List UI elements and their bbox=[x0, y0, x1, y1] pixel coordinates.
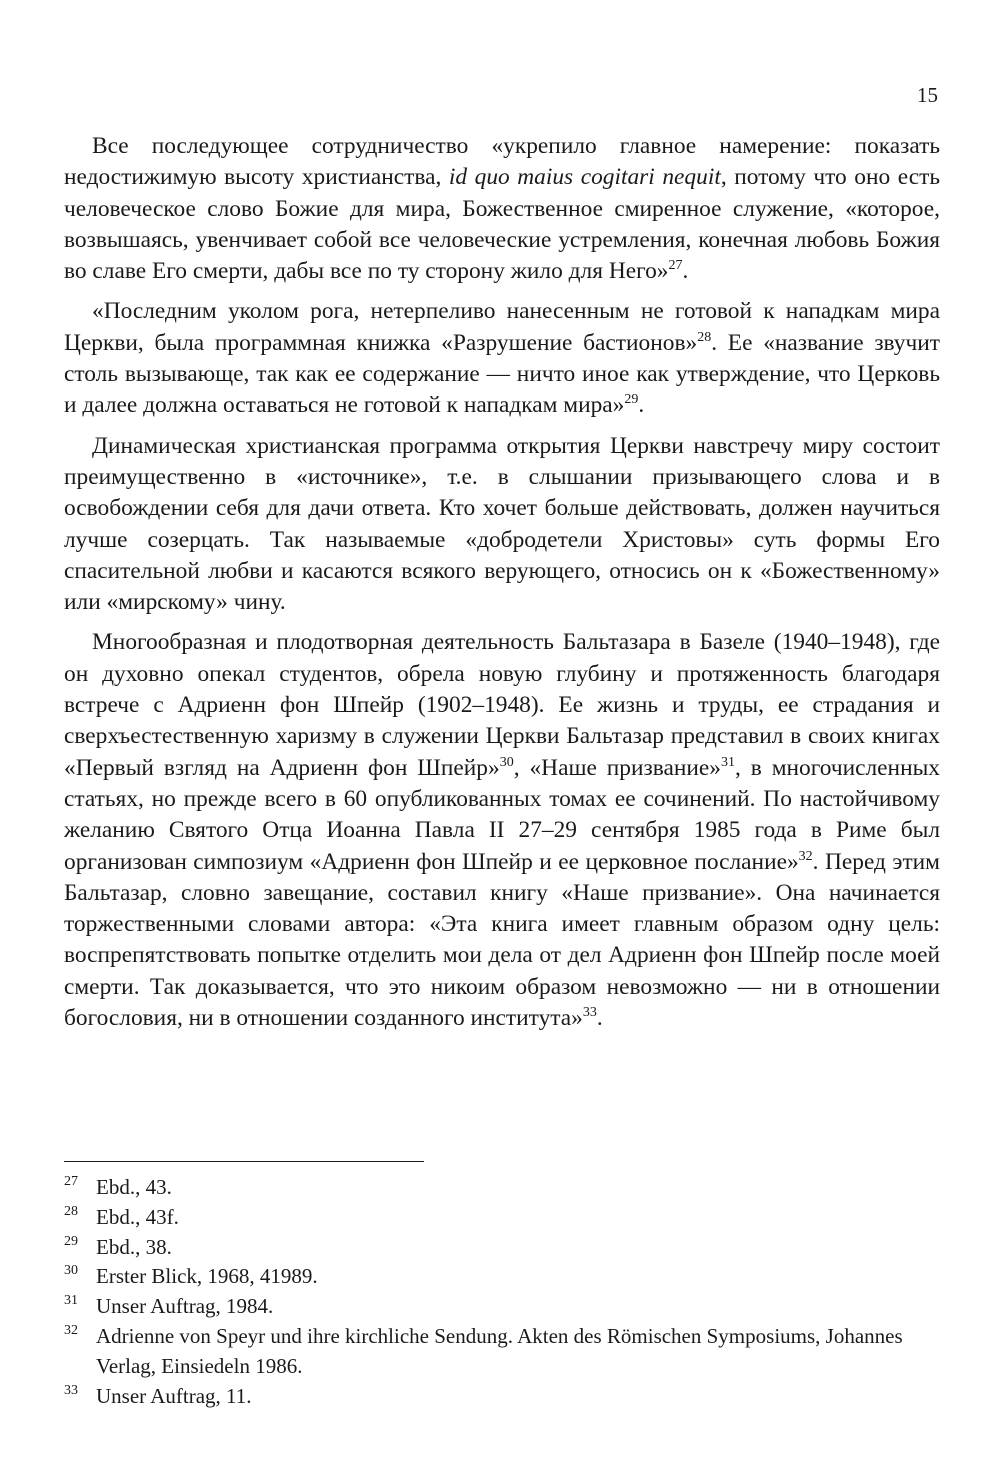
footnote-ref-28[interactable]: 28 bbox=[697, 329, 712, 345]
footnote-ref-29[interactable]: 29 bbox=[624, 392, 639, 408]
footnote-number: 30 bbox=[64, 1263, 78, 1279]
text-run: . bbox=[682, 258, 689, 285]
footnote-30 bbox=[64, 1262, 940, 1292]
footnote-ref-30[interactable]: 30 bbox=[499, 754, 514, 770]
paragraph-3: Динамическая христианская программа открытия Церкви навстречу миру состоит преимущественно в «источнике», т.е. в слышании призывающего слова и в освобождении себя для дачи ответа. Кто хочет больше действовать, должен научиться лучше созерцать. Так называемые «добродетели Христовы» суть формы Его спасительной любви и касаются всякого верующего, относись он к «Божественному» или «мирскому» чину. bbox=[64, 432, 940, 616]
paragraph-2 bbox=[64, 296, 940, 421]
footnote-number: 32 bbox=[64, 1322, 78, 1338]
footnote-text: Ebd., 43. bbox=[96, 1175, 172, 1199]
text-run: . Ее «название звучит столь вызывающе, так как ее содержание — ничто иное как утверждение, что Церковь и далее должна оставаться не готовой к нападкам мира» bbox=[64, 329, 940, 419]
footnote-number: 28 bbox=[64, 1203, 78, 1219]
text-run: Многообразная и плодотворная деятельность Бальтазара в Базеле (1940–1948), где он духовно опекал студентов, обрела новую глубину и протяженность благодаря встрече с Адриенн фон Шпейр (1902–1948). Ее жизнь и труды, ее страдания и сверхъестественную харизму в служении Церкви Бальтазар представил в своих книгах «Первый взгляд на Адриенн фон Шпейр» bbox=[64, 629, 940, 781]
page-number: 15 bbox=[917, 83, 938, 107]
footnote-ref-32[interactable]: 32 bbox=[798, 848, 813, 864]
footnote-text: Unser Auftrag, 11. bbox=[96, 1383, 252, 1408]
text-run: «Последним уколом рога, нетерпеливо нанесенным не готовой к нападкам мира Церкви, была программная книжка «Разрушение бастионов» bbox=[64, 298, 940, 356]
footnote-33 bbox=[64, 1382, 940, 1412]
footnote-ref-31[interactable]: 31 bbox=[720, 754, 735, 770]
footnote-divider bbox=[64, 1161, 424, 1162]
text-run: Все последующее сотрудничество «укрепило главное намерение: показать недостижимую высоту христианства, bbox=[64, 133, 940, 191]
footnote-text: Unser Auftrag, 1984. bbox=[96, 1294, 274, 1319]
footnote-ref-27[interactable]: 27 bbox=[668, 258, 683, 274]
footnote-text: Ebd., 43f. bbox=[96, 1204, 179, 1229]
text-run: . bbox=[638, 392, 645, 419]
text-run: . Перед этим Бальтазар, словно завещание, составил книгу «Наше призвание». Она начинается торжественными словами автора: «Эта книга имеет главным образом одну цель: воспрепятствовать попытке отделить мои дела от дел Адриенн фон Шпейр после моей смерти. Так доказывается, что это никоим образом невозможно — ни в отношении богословия, ни в отношении созданного института» bbox=[64, 848, 940, 1032]
footnotes bbox=[64, 1173, 940, 1411]
footnote-text: Adrienne von Speyr und ihre kirchliche Sendung. Akten des Römischen Symposiums, Johannes Verlag, Einsiedeln 1986. bbox=[96, 1323, 903, 1378]
footnote-ref-33[interactable]: 33 bbox=[582, 1005, 597, 1021]
text-run: . bbox=[596, 1005, 603, 1032]
paragraph-1 bbox=[64, 131, 940, 287]
footnote-text: Ebd., 38. bbox=[96, 1234, 172, 1259]
footnote-28 bbox=[64, 1203, 940, 1233]
text-run: , потому что оно есть человеческое слово Божие для мира, Божественное смиренное служение, «которое, возвышаясь, увенчивает собой все человеческие устремления, конечная любовь Божия во славе Его смерти, дабы все по ту сторону жило для Него» bbox=[64, 164, 941, 285]
footnote-number: 33 bbox=[64, 1382, 78, 1398]
footnote-text: Erster Blick, 1968, 41989. bbox=[96, 1264, 318, 1289]
latin-phrase: id quo maius cogitari nequit bbox=[448, 164, 721, 191]
footnote-27 bbox=[64, 1173, 940, 1203]
paragraph-4 bbox=[64, 627, 940, 1034]
body-text bbox=[64, 131, 940, 1043]
footnote-32 bbox=[64, 1322, 940, 1382]
footnote-31 bbox=[64, 1292, 940, 1322]
footnote-number: 29 bbox=[64, 1233, 78, 1249]
footnote-29 bbox=[64, 1233, 940, 1263]
footnote-number: 27 bbox=[64, 1174, 78, 1189]
text-run: , «Наше призвание» bbox=[513, 754, 721, 781]
text-run: , в многочисленных статьях, но прежде всего в 60 опубликованных томах ее сочинений. По настойчивому желанию Святого Отца Иоанна Павла II 27–29 сентября 1985 года в Риме был организован симпозиум «Адриенн фон Шпейр и ее церковное послание» bbox=[64, 754, 940, 875]
footnote-number: 31 bbox=[64, 1293, 78, 1309]
